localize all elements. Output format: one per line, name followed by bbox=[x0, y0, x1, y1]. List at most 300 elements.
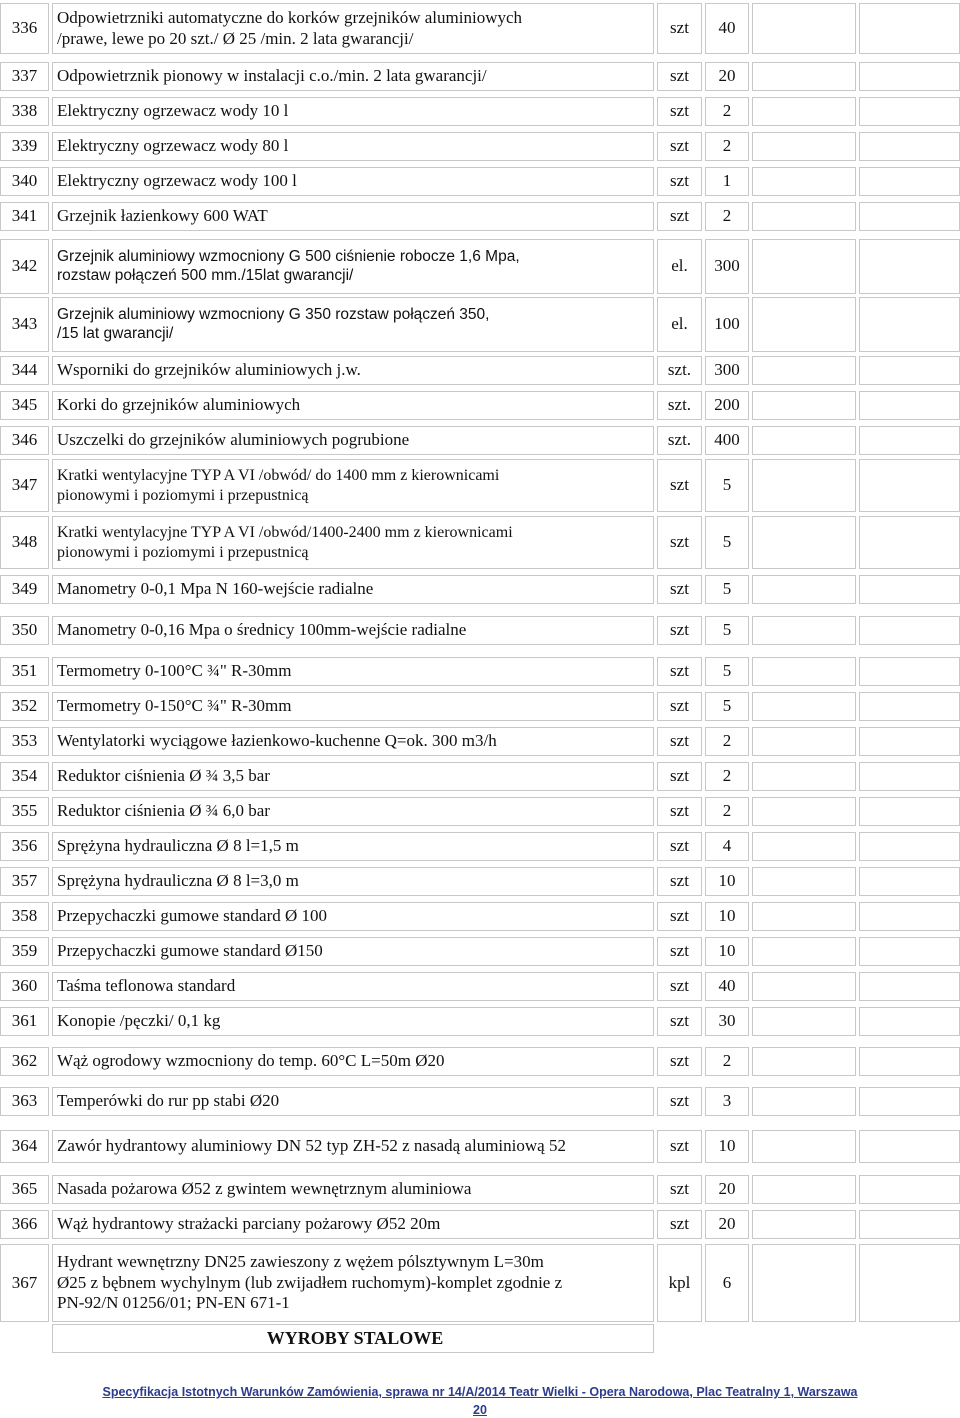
item-description bbox=[52, 902, 654, 931]
quantity: 5 bbox=[705, 657, 749, 686]
total-price-cell bbox=[859, 1047, 960, 1076]
unit: szt bbox=[657, 937, 702, 966]
item-description bbox=[52, 297, 654, 352]
item-description-line: Przepychaczki gumowe standard Ø150 bbox=[57, 941, 323, 961]
total-price-cell bbox=[859, 426, 960, 455]
quantity: 10 bbox=[705, 902, 749, 931]
unit-price-cell bbox=[752, 391, 856, 420]
item-description bbox=[52, 616, 654, 645]
table-row bbox=[0, 1210, 960, 1239]
item-description-lines bbox=[57, 766, 270, 787]
item-description-line: Korki do grzejników aluminiowych bbox=[57, 395, 301, 415]
unit: szt bbox=[657, 1087, 702, 1116]
item-number: 361 bbox=[0, 1007, 49, 1036]
total-price-cell bbox=[859, 239, 960, 294]
quantity: 2 bbox=[705, 97, 749, 126]
unit: szt bbox=[657, 1130, 702, 1163]
item-number: 350 bbox=[0, 616, 49, 645]
item-description-line: Grzejnik aluminiowy wzmocniony G 350 rozstaw połączeń 350, bbox=[57, 305, 490, 323]
item-number: 356 bbox=[0, 832, 49, 861]
total-price-cell bbox=[859, 1175, 960, 1204]
quantity: 10 bbox=[705, 1130, 749, 1163]
item-description-lines bbox=[57, 661, 291, 682]
item-description-line: Wąż hydrantowy strażacki parciany pożarowy Ø52 20m bbox=[57, 1214, 441, 1234]
table-row bbox=[0, 426, 960, 455]
item-number: 342 bbox=[0, 239, 49, 294]
unit: szt bbox=[657, 727, 702, 756]
item-description-lines bbox=[57, 906, 327, 927]
table-row bbox=[0, 616, 960, 645]
item-number: 360 bbox=[0, 972, 49, 1001]
item-description bbox=[52, 356, 654, 385]
table-row bbox=[0, 62, 960, 91]
unit-price-cell bbox=[752, 132, 856, 161]
item-description-line: Odpowietrzniki automatyczne do korków grzejników aluminiowych bbox=[57, 7, 523, 27]
table-row bbox=[0, 575, 960, 604]
unit-price-cell bbox=[752, 516, 856, 569]
item-description-lines bbox=[57, 579, 373, 600]
unit-price-cell bbox=[752, 657, 856, 686]
table-row bbox=[0, 1007, 960, 1036]
unit-price-cell bbox=[752, 1244, 856, 1322]
item-description bbox=[52, 692, 654, 721]
quantity: 30 bbox=[705, 1007, 749, 1036]
item-description-lines bbox=[57, 871, 299, 892]
unit: szt bbox=[657, 62, 702, 91]
quantity: 10 bbox=[705, 937, 749, 966]
unit: szt bbox=[657, 692, 702, 721]
item-description-line: /15 lat gwarancji/ bbox=[57, 324, 174, 342]
item-number: 355 bbox=[0, 797, 49, 826]
unit-price-cell bbox=[752, 937, 856, 966]
quantity: 2 bbox=[705, 132, 749, 161]
unit-price-cell bbox=[752, 1047, 856, 1076]
unit-price-cell bbox=[752, 832, 856, 861]
unit: el. bbox=[657, 297, 702, 352]
unit: szt bbox=[657, 459, 702, 512]
item-description-lines bbox=[57, 306, 489, 344]
item-number: 363 bbox=[0, 1087, 49, 1116]
item-description-line: PN-92/N 01256/01; PN-EN 671-1 bbox=[57, 1293, 290, 1313]
item-description bbox=[52, 1087, 654, 1116]
item-number: 365 bbox=[0, 1175, 49, 1204]
unit-price-cell bbox=[752, 459, 856, 512]
table-row bbox=[0, 202, 960, 231]
section-header: WYROBY STALOWE bbox=[52, 1324, 654, 1353]
unit-price-cell bbox=[752, 426, 856, 455]
item-number: 341 bbox=[0, 202, 49, 231]
total-price-cell bbox=[859, 867, 960, 896]
unit-price-cell bbox=[752, 356, 856, 385]
item-description-lines bbox=[57, 731, 497, 752]
table-row bbox=[0, 972, 960, 1001]
table-row bbox=[0, 1087, 960, 1116]
item-description-lines bbox=[57, 836, 299, 857]
item-description-lines bbox=[57, 1179, 471, 1200]
table-row bbox=[0, 692, 960, 721]
item-description-line: Uszczelki do grzejników aluminiowych pogrubione bbox=[57, 430, 410, 450]
quantity: 400 bbox=[705, 426, 749, 455]
item-description-line: Konopie /pęczki/ 0,1 kg bbox=[57, 1011, 221, 1031]
item-description-lines bbox=[57, 101, 288, 122]
item-description bbox=[52, 832, 654, 861]
item-description-line: Przepychaczki gumowe standard Ø 100 bbox=[57, 906, 328, 926]
item-description-line: Kratki wentylacyjne TYP A VI /obwód/1400-2400 mm z kierownicami bbox=[57, 523, 513, 541]
item-description-line: Termometry 0-100°C ¾" R-30mm bbox=[57, 661, 292, 681]
item-description-lines bbox=[57, 248, 520, 286]
item-number: 353 bbox=[0, 727, 49, 756]
table-row bbox=[0, 239, 960, 294]
item-description bbox=[52, 1007, 654, 1036]
item-number: 339 bbox=[0, 132, 49, 161]
item-description-line: pionowymi i poziomymi i przepustnicą bbox=[57, 486, 309, 504]
item-number: 338 bbox=[0, 97, 49, 126]
total-price-cell bbox=[859, 167, 960, 196]
table-row bbox=[0, 797, 960, 826]
item-number: 344 bbox=[0, 356, 49, 385]
unit-price-cell bbox=[752, 692, 856, 721]
item-description-lines bbox=[57, 466, 499, 505]
table-row bbox=[0, 1047, 960, 1076]
item-number: 337 bbox=[0, 62, 49, 91]
item-number: 346 bbox=[0, 426, 49, 455]
item-description-lines bbox=[57, 1136, 566, 1157]
total-price-cell bbox=[859, 356, 960, 385]
item-description-lines bbox=[57, 523, 513, 562]
quantity: 6 bbox=[705, 1244, 749, 1322]
total-price-cell bbox=[859, 1244, 960, 1322]
item-description-line: /prawe, lewe po 20 szt./ Ø 25 /min. 2 lata gwarancji/ bbox=[57, 28, 414, 48]
unit: szt bbox=[657, 657, 702, 686]
total-price-cell bbox=[859, 62, 960, 91]
table-row bbox=[0, 902, 960, 931]
unit-price-cell bbox=[752, 167, 856, 196]
item-description-line: Sprężyna hydrauliczna Ø 8 l=1,5 m bbox=[57, 836, 299, 856]
item-description-line: Elektryczny ogrzewacz wody 100 l bbox=[57, 171, 297, 191]
unit-price-cell bbox=[752, 902, 856, 931]
item-description-line: Grzejnik łazienkowy 600 WAT bbox=[57, 206, 268, 226]
table-row bbox=[0, 516, 960, 569]
unit-price-cell bbox=[752, 1007, 856, 1036]
item-description-line: pionowymi i poziomymi i przepustnicą bbox=[57, 543, 309, 561]
item-description bbox=[52, 516, 654, 569]
page-number: 20 bbox=[473, 1402, 487, 1417]
quantity: 2 bbox=[705, 762, 749, 791]
quantity: 3 bbox=[705, 1087, 749, 1116]
item-description-line: Taśma teflonowa standard bbox=[57, 976, 236, 996]
item-description-lines bbox=[57, 1091, 279, 1112]
item-description-line: Kratki wentylacyjne TYP A VI /obwód/ do 1400 mm z kierownicami bbox=[57, 466, 500, 484]
table-row bbox=[0, 297, 960, 352]
table-row bbox=[0, 391, 960, 420]
quantity: 2 bbox=[705, 727, 749, 756]
unit-price-cell bbox=[752, 762, 856, 791]
item-description bbox=[52, 239, 654, 294]
item-description bbox=[52, 575, 654, 604]
item-description bbox=[52, 937, 654, 966]
unit: szt bbox=[657, 167, 702, 196]
unit: el. bbox=[657, 239, 702, 294]
item-description-line: Temperówki do rur pp stabi Ø20 bbox=[57, 1091, 280, 1111]
unit: szt bbox=[657, 202, 702, 231]
table-row bbox=[0, 867, 960, 896]
quantity: 100 bbox=[705, 297, 749, 352]
item-number: 348 bbox=[0, 516, 49, 569]
unit: szt. bbox=[657, 426, 702, 455]
unit-price-cell bbox=[752, 1130, 856, 1163]
item-description bbox=[52, 657, 654, 686]
table-row bbox=[0, 832, 960, 861]
item-number: 352 bbox=[0, 692, 49, 721]
item-description-line: Reduktor ciśnienia Ø ¾ 3,5 bar bbox=[57, 766, 270, 786]
unit-price-cell bbox=[752, 616, 856, 645]
total-price-cell bbox=[859, 459, 960, 512]
unit: szt bbox=[657, 832, 702, 861]
unit-price-cell bbox=[752, 1175, 856, 1204]
item-description-line: Elektryczny ogrzewacz wody 80 l bbox=[57, 136, 289, 156]
item-number: 336 bbox=[0, 3, 49, 54]
item-number: 347 bbox=[0, 459, 49, 512]
unit-price-cell bbox=[752, 202, 856, 231]
footer-text: Specyfikacja Istotnych Warunków Zamówienia, sprawa nr 14/A/2014 Teatr Wielki - Opera Narodowa, Plac Teatralny 1, Warszawa bbox=[102, 1385, 858, 1399]
item-description bbox=[52, 1175, 654, 1204]
unit-price-cell bbox=[752, 867, 856, 896]
quantity: 300 bbox=[705, 356, 749, 385]
item-description-lines bbox=[57, 66, 487, 87]
item-description-line: Hydrant wewnętrzny DN25 zawieszony z wężem pólsztywnym L=30m bbox=[57, 1251, 544, 1271]
quantity: 4 bbox=[705, 832, 749, 861]
total-price-cell bbox=[859, 132, 960, 161]
total-price-cell bbox=[859, 972, 960, 1001]
item-number: 351 bbox=[0, 657, 49, 686]
total-price-cell bbox=[859, 1210, 960, 1239]
item-description bbox=[52, 1244, 654, 1322]
item-description-line: Odpowietrznik pionowy w instalacji c.o./min. 2 lata gwarancji/ bbox=[57, 66, 487, 86]
item-description-line: Termometry 0-150°C ¾" R-30mm bbox=[57, 696, 292, 716]
item-description-line: Manometry 0-0,1 Mpa N 160-wejście radialne bbox=[57, 579, 374, 599]
item-description-lines bbox=[57, 1214, 440, 1235]
total-price-cell bbox=[859, 3, 960, 54]
item-number: 354 bbox=[0, 762, 49, 791]
quantity: 5 bbox=[705, 459, 749, 512]
total-price-cell bbox=[859, 1087, 960, 1116]
item-number: 349 bbox=[0, 575, 49, 604]
table-row bbox=[0, 657, 960, 686]
unit: szt. bbox=[657, 356, 702, 385]
item-description-lines bbox=[57, 360, 361, 381]
page-footer bbox=[0, 1385, 960, 1418]
item-description-line: Wąż ogrodowy wzmocniony do temp. 60°C L=50m Ø20 bbox=[57, 1051, 445, 1071]
unit: szt bbox=[657, 902, 702, 931]
item-number: 345 bbox=[0, 391, 49, 420]
total-price-cell bbox=[859, 297, 960, 352]
item-description bbox=[52, 762, 654, 791]
quantity: 5 bbox=[705, 616, 749, 645]
unit: szt bbox=[657, 1210, 702, 1239]
table-row bbox=[0, 132, 960, 161]
total-price-cell bbox=[859, 657, 960, 686]
unit-price-cell bbox=[752, 62, 856, 91]
item-description bbox=[52, 391, 654, 420]
table-row bbox=[0, 762, 960, 791]
unit: szt bbox=[657, 972, 702, 1001]
quantity: 5 bbox=[705, 516, 749, 569]
unit: szt bbox=[657, 1175, 702, 1204]
item-description bbox=[52, 972, 654, 1001]
item-description-line: rozstaw połączeń 500 mm./15lat gwarancji/ bbox=[57, 266, 354, 284]
item-description-lines bbox=[57, 206, 268, 227]
table-row bbox=[0, 97, 960, 126]
item-description bbox=[52, 167, 654, 196]
unit: szt bbox=[657, 132, 702, 161]
total-price-cell bbox=[859, 692, 960, 721]
total-price-cell bbox=[859, 391, 960, 420]
item-description bbox=[52, 426, 654, 455]
unit-price-cell bbox=[752, 1210, 856, 1239]
table-row bbox=[0, 1130, 960, 1163]
total-price-cell bbox=[859, 202, 960, 231]
unit-price-cell bbox=[752, 239, 856, 294]
unit: szt bbox=[657, 867, 702, 896]
item-description-lines bbox=[57, 801, 270, 822]
item-description-line: Wsporniki do grzejników aluminiowych j.w. bbox=[57, 360, 361, 380]
item-description-lines bbox=[57, 620, 466, 641]
table-row bbox=[0, 937, 960, 966]
item-description-line: Ø25 z bębnem wychylnym (lub zwijadłem ruchomym)-komplet zgodnie z bbox=[57, 1272, 563, 1292]
quantity: 20 bbox=[705, 62, 749, 91]
item-number: 362 bbox=[0, 1047, 49, 1076]
item-description bbox=[52, 1130, 654, 1163]
item-description-lines bbox=[57, 171, 297, 192]
item-description-lines bbox=[57, 976, 235, 997]
item-number: 343 bbox=[0, 297, 49, 352]
quantity: 10 bbox=[705, 867, 749, 896]
quantity: 2 bbox=[705, 202, 749, 231]
total-price-cell bbox=[859, 727, 960, 756]
item-description bbox=[52, 867, 654, 896]
item-description-lines bbox=[57, 696, 291, 717]
item-description-line: Nasada pożarowa Ø52 z gwintem wewnętrznym aluminiowa bbox=[57, 1179, 472, 1199]
unit-price-cell bbox=[752, 575, 856, 604]
table-row bbox=[0, 459, 960, 512]
quantity: 5 bbox=[705, 692, 749, 721]
unit: szt bbox=[657, 1047, 702, 1076]
item-description-line: Reduktor ciśnienia Ø ¾ 6,0 bar bbox=[57, 801, 270, 821]
item-description bbox=[52, 132, 654, 161]
item-description-lines bbox=[57, 136, 288, 157]
item-description bbox=[52, 3, 654, 54]
item-description-line: Manometry 0-0,16 Mpa o średnicy 100mm-wejście radialne bbox=[57, 620, 467, 640]
unit-price-cell bbox=[752, 1087, 856, 1116]
unit-price-cell bbox=[752, 97, 856, 126]
table-row bbox=[0, 167, 960, 196]
total-price-cell bbox=[859, 937, 960, 966]
section-header-row bbox=[0, 1324, 960, 1353]
unit-price-cell bbox=[752, 727, 856, 756]
unit: szt bbox=[657, 797, 702, 826]
total-price-cell bbox=[859, 616, 960, 645]
item-description bbox=[52, 202, 654, 231]
quantity: 300 bbox=[705, 239, 749, 294]
unit-price-cell bbox=[752, 972, 856, 1001]
item-description-line: Grzejnik aluminiowy wzmocniony G 500 ciśnienie robocze 1,6 Mpa, bbox=[57, 247, 520, 265]
item-number: 357 bbox=[0, 867, 49, 896]
item-description-lines bbox=[57, 1011, 220, 1032]
item-description-line: Elektryczny ogrzewacz wody 10 l bbox=[57, 101, 289, 121]
item-description-lines bbox=[57, 8, 522, 49]
table-row bbox=[0, 3, 960, 54]
total-price-cell bbox=[859, 1007, 960, 1036]
item-description bbox=[52, 797, 654, 826]
quantity: 1 bbox=[705, 167, 749, 196]
unit: szt bbox=[657, 762, 702, 791]
item-description bbox=[52, 727, 654, 756]
item-description-lines bbox=[57, 941, 323, 962]
item-description bbox=[52, 1047, 654, 1076]
unit: kpl bbox=[657, 1244, 702, 1322]
quantity: 40 bbox=[705, 3, 749, 54]
unit: szt bbox=[657, 3, 702, 54]
item-number: 366 bbox=[0, 1210, 49, 1239]
item-description-line: Sprężyna hydrauliczna Ø 8 l=3,0 m bbox=[57, 871, 299, 891]
item-number: 358 bbox=[0, 902, 49, 931]
quantity: 20 bbox=[705, 1175, 749, 1204]
total-price-cell bbox=[859, 832, 960, 861]
total-price-cell bbox=[859, 575, 960, 604]
table-row bbox=[0, 727, 960, 756]
quantity: 2 bbox=[705, 1047, 749, 1076]
total-price-cell bbox=[859, 516, 960, 569]
total-price-cell bbox=[859, 762, 960, 791]
unit: szt bbox=[657, 97, 702, 126]
item-description bbox=[52, 1210, 654, 1239]
item-number: 364 bbox=[0, 1130, 49, 1163]
quantity: 20 bbox=[705, 1210, 749, 1239]
quantity: 2 bbox=[705, 797, 749, 826]
quantity: 40 bbox=[705, 972, 749, 1001]
item-description-line: Zawór hydrantowy aluminiowy DN 52 typ ZH-52 z nasadą aluminiową 52 bbox=[57, 1136, 566, 1156]
item-description-line: Wentylatorki wyciągowe łazienkowo-kuchenne Q=ok. 300 m3/h bbox=[57, 731, 497, 751]
total-price-cell bbox=[859, 97, 960, 126]
item-description bbox=[52, 62, 654, 91]
item-number: 340 bbox=[0, 167, 49, 196]
item-description-lines bbox=[57, 1252, 562, 1314]
total-price-cell bbox=[859, 902, 960, 931]
table-row bbox=[0, 1244, 960, 1322]
quantity: 200 bbox=[705, 391, 749, 420]
total-price-cell bbox=[859, 797, 960, 826]
item-number: 359 bbox=[0, 937, 49, 966]
unit-price-cell bbox=[752, 297, 856, 352]
item-description-lines bbox=[57, 395, 300, 416]
item-description bbox=[52, 459, 654, 512]
unit: szt bbox=[657, 616, 702, 645]
unit-price-cell bbox=[752, 3, 856, 54]
table-row bbox=[0, 356, 960, 385]
item-description bbox=[52, 97, 654, 126]
unit: szt. bbox=[657, 391, 702, 420]
quantity: 5 bbox=[705, 575, 749, 604]
unit-price-cell bbox=[752, 797, 856, 826]
item-number: 367 bbox=[0, 1244, 49, 1322]
unit: szt bbox=[657, 1007, 702, 1036]
item-description-lines bbox=[57, 1051, 445, 1072]
item-description-lines bbox=[57, 430, 409, 451]
unit: szt bbox=[657, 516, 702, 569]
table-row bbox=[0, 1175, 960, 1204]
total-price-cell bbox=[859, 1130, 960, 1163]
unit: szt bbox=[657, 575, 702, 604]
